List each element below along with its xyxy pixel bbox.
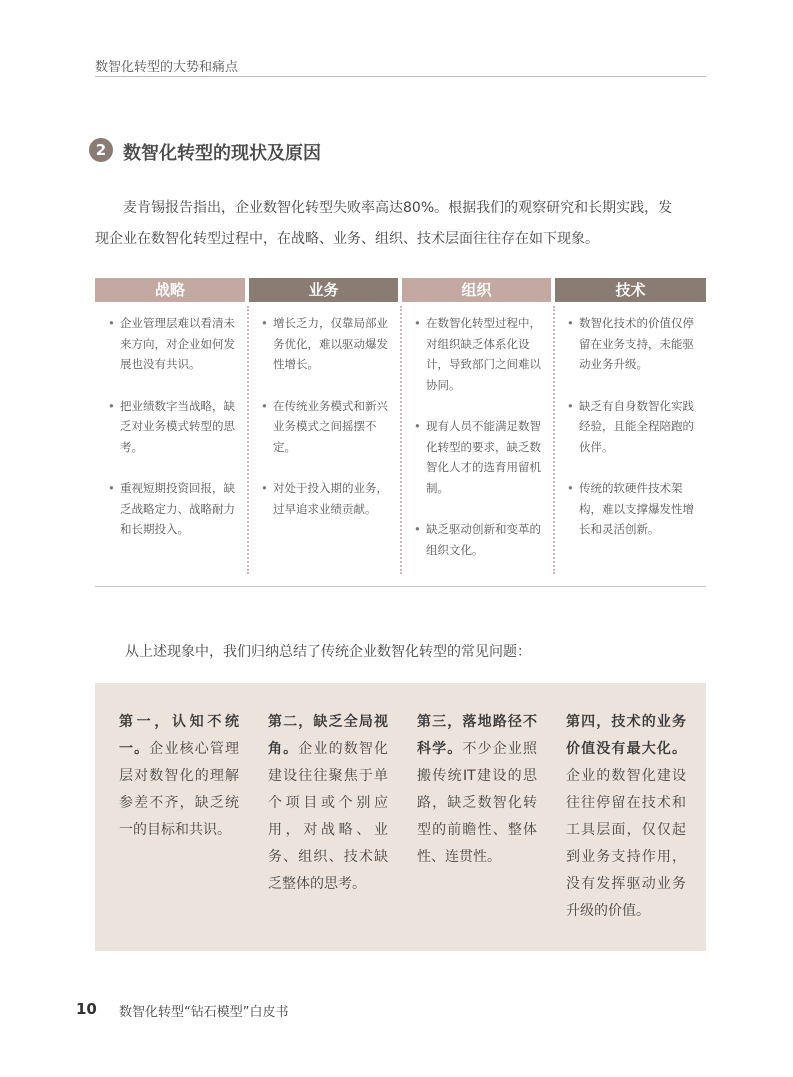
column-separator xyxy=(400,306,402,574)
header-rule xyxy=(95,76,706,77)
column-separator xyxy=(553,306,555,574)
list-item: • 缺乏有自身数智化实践经验，且能全程陪跑的伙伴。 xyxy=(567,396,697,458)
column-header-strategy: 战略 xyxy=(95,278,245,302)
list-item: • 把业绩数字当战略，缺乏对业务模式转型的思考。 xyxy=(108,396,238,458)
problem-lead: 第一，认知不统一。 xyxy=(119,714,239,757)
problem-1 xyxy=(119,709,239,844)
business-column xyxy=(261,313,391,540)
list-item: • 企业管理层难以看清未来方向，对企业如何发展也没有共识。 xyxy=(108,313,238,375)
intro-paragraph xyxy=(95,193,707,255)
section-number-badge: 2 xyxy=(89,138,113,162)
list-item: • 对处于投入期的业务，过早追求业绩贡献。 xyxy=(261,478,391,519)
list-item: • 重视短期投资回报，缺乏战略定力、战略耐力和长期投入。 xyxy=(108,478,238,540)
organization-column xyxy=(414,313,544,581)
list-item: • 现有人员不能满足数智化转型的要求，缺乏数智化人才的选育用留机制。 xyxy=(414,416,544,498)
problem-3 xyxy=(417,709,537,871)
problem-4 xyxy=(566,709,686,925)
intro-line-1: 麦肯锡报告指出，企业数智化转型失败率高达80%。根据我们的观察研究和长期实践，发 xyxy=(123,200,673,216)
intro-line-2: 现企业在数智化转型过程中，在战略、业务、组织、技术层面往往存在如下现象。 xyxy=(95,231,599,247)
problem-body: 企业核心管理层对数智化的理解参差不齐，缺乏统一的目标和共识。 xyxy=(119,741,240,838)
column-separator xyxy=(247,306,249,574)
list-item: • 增长乏力，仅靠局部业务优化，难以驱动爆发性增长。 xyxy=(261,313,391,375)
problem-body: 企业的数智化建设往往聚焦于单个项目或个别应用，对战略、业务、组织、技术缺乏整体的思考。 xyxy=(268,741,389,892)
problem-lead: 第四，技术的业务价值没有最大化。 xyxy=(566,714,686,757)
problem-lead: 第二，缺乏全局视角。 xyxy=(268,714,388,757)
column-header-technology: 技术 xyxy=(555,278,706,302)
summary-sentence: 从上述现象中，我们归纳总结了传统企业数智化转型的常见问题： xyxy=(125,644,531,660)
list-item: • 传统的软硬件技术架构，难以支撑爆发性增长和灵活创新。 xyxy=(567,478,697,540)
page-number: 10 xyxy=(76,1000,97,1018)
table-bottom-rule xyxy=(95,586,706,587)
list-item: • 在数智化转型过程中，对组织缺乏体系化设计，导致部门之间难以协同。 xyxy=(414,313,544,395)
column-header-organization: 组织 xyxy=(402,278,551,302)
column-header-business: 业务 xyxy=(249,278,398,302)
strategy-column xyxy=(108,313,238,561)
list-item: • 在传统业务模式和新兴业务模式之间摇摆不定。 xyxy=(261,396,391,458)
footer-book-title: 数智化转型“钻石模型”白皮书 xyxy=(119,1005,289,1020)
technology-column xyxy=(567,313,697,561)
list-item: • 数智化技术的价值仅停留在业务支持，未能驱动业务升级。 xyxy=(567,313,697,375)
list-item: • 缺乏驱动创新和变革的组织文化。 xyxy=(414,519,544,560)
problem-body: 不少企业照搬传统IT建设的思路，缺乏数智化转型的前瞻性、整体性、连贯性。 xyxy=(417,741,538,865)
section-title: 数智化转型的现状及原因 xyxy=(123,143,321,164)
problem-lead: 第三，落地路径不科学。 xyxy=(417,714,537,757)
problem-2 xyxy=(268,709,388,898)
problem-body: 企业的数智化建设往往停留在技术和工具层面，仅仅起到业务支持作用，没有发挥驱动业务升级的价值。 xyxy=(566,768,686,919)
running-head: 数智化转型的大势和痛点 xyxy=(95,60,239,75)
